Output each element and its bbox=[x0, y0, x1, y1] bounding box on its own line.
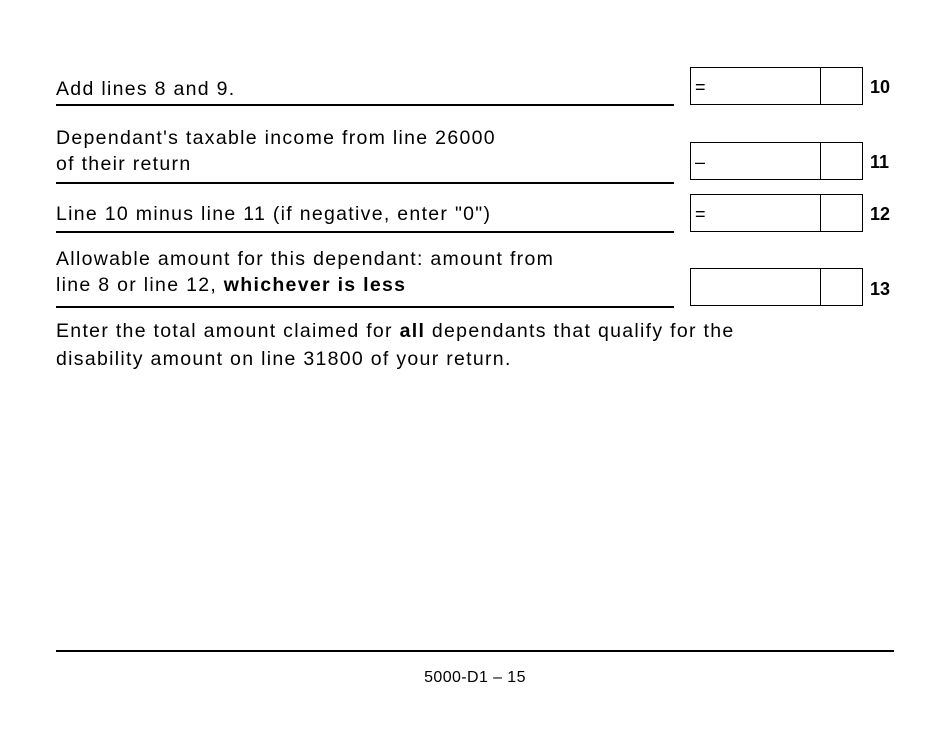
line-11-number: 11 bbox=[870, 152, 890, 172]
line-11-text-line2: of their return bbox=[56, 153, 192, 175]
instruction-note bbox=[56, 317, 916, 373]
line-13-text-line2-prefix: line 8 or line 12, bbox=[56, 274, 224, 296]
line-11-label bbox=[56, 125, 674, 177]
line-12-amount-field[interactable] bbox=[690, 194, 863, 232]
line-13-text-line2-bold: whichever is less bbox=[223, 274, 407, 296]
line-11-amount-field[interactable] bbox=[690, 142, 863, 180]
line-13-rule bbox=[56, 306, 674, 308]
line-11-operator: – bbox=[695, 152, 706, 172]
line-13-cents-divider bbox=[820, 269, 821, 305]
line-13-text-line2 bbox=[56, 272, 674, 298]
form-page-number: 5000-D1 – 15 bbox=[424, 669, 526, 686]
line-10-text: Add lines 8 and 9. bbox=[56, 78, 236, 100]
line-11-cents-divider bbox=[820, 143, 821, 179]
line-10-number: 10 bbox=[870, 77, 891, 97]
line-13-label bbox=[56, 246, 674, 298]
instruction-note-line2: disability amount on line 31800 of your return. bbox=[56, 348, 512, 370]
line-10-rule bbox=[56, 104, 674, 106]
line-12-label bbox=[56, 201, 674, 227]
line-11-rule bbox=[56, 182, 674, 184]
line-12-cents-divider bbox=[820, 195, 821, 231]
line-10-label bbox=[56, 76, 674, 102]
line-10-operator: = bbox=[695, 77, 706, 97]
footer-rule bbox=[56, 650, 894, 652]
line-10-cents-divider bbox=[820, 68, 821, 104]
line-12-text: Line 10 minus line 11 (if negative, enter "0") bbox=[56, 203, 492, 225]
instruction-note-line1 bbox=[56, 317, 916, 345]
note-line1-suffix: dependants that qualify for the bbox=[425, 320, 735, 342]
note-bold: all bbox=[399, 320, 426, 342]
line-13-text-line1: Allowable amount for this dependant: amount from bbox=[56, 248, 555, 270]
line-12-operator: = bbox=[695, 204, 706, 224]
line-13-number: 13 bbox=[870, 279, 891, 299]
line-13-amount-field[interactable] bbox=[690, 268, 863, 306]
line-10-amount-field[interactable] bbox=[690, 67, 863, 105]
line-12-rule bbox=[56, 231, 674, 233]
line-11-text-line1: Dependant's taxable income from line 26000 bbox=[56, 127, 496, 149]
line-12-number: 12 bbox=[870, 204, 891, 224]
note-prefix: Enter the total amount claimed for bbox=[56, 320, 400, 342]
